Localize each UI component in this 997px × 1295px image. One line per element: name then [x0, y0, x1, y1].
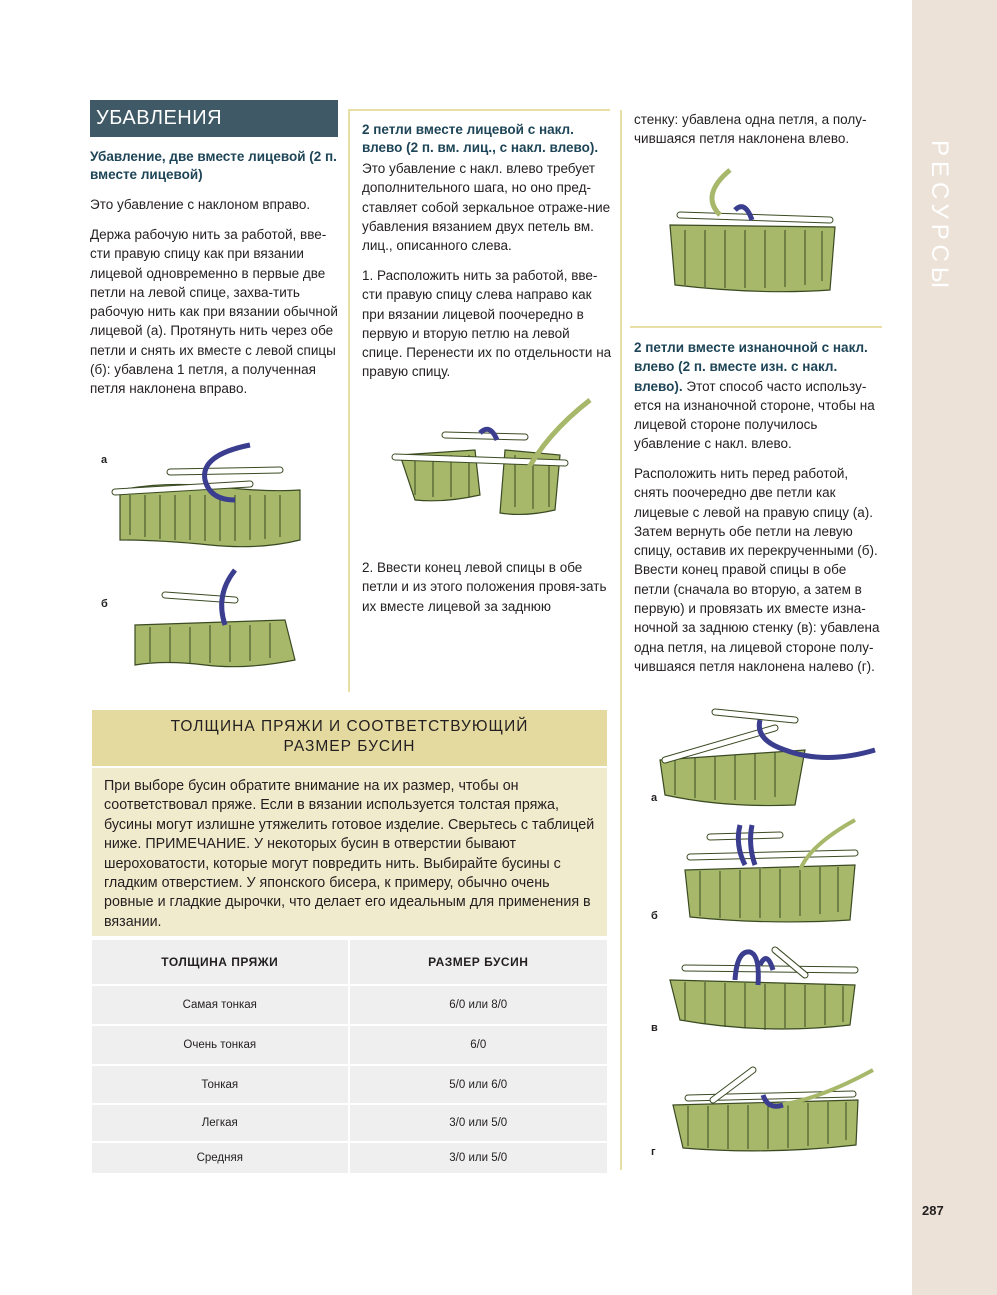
table-header-yarn: ТОЛЩИНА ПРЯЖИ: [92, 940, 350, 986]
mid-rule-col3: [630, 326, 882, 328]
col3-para-intro: [634, 338, 884, 454]
col2-step1: 1. Расположить нить за работой, вве-сти правую спицу слева направо как при вязании лицевой поочередно в первую и вторую петлю на левой спице. Перенести их по отдельности на правую спицу.: [362, 268, 612, 380]
table-header-beads: РАЗМЕР БУСИН: [350, 940, 608, 986]
table-cell-yarn: Легкая: [92, 1105, 350, 1143]
table-cell-yarn: Очень тонкая: [92, 1026, 350, 1066]
table-row: [92, 1143, 607, 1175]
col1-para1: Это убавление с наклоном вправо.: [90, 197, 311, 212]
fig-label-a: а: [101, 454, 108, 466]
knit-illustration-ssk: [385, 395, 595, 530]
table-cell-yarn: Самая тонкая: [92, 986, 350, 1026]
column-rule-1: [348, 110, 350, 692]
table-cell-beads: 6/0: [350, 1026, 608, 1066]
col2-step2: 2. Ввести конец левой спицы в обе петли и из этого положения провя-зать их вместе лицевой за заднюю: [362, 560, 607, 614]
knit-illustration-ssp-g: [668, 1060, 878, 1160]
page-number: 287: [922, 1203, 944, 1218]
column-rule-2: [620, 110, 622, 1170]
fig-label-b: б: [101, 598, 108, 610]
col2-intro: Это убавление с накл. влево требует дополнительного шага, но оно пред-ставляет собой зеркальное отраже-ние убавления вязанием двух петель вм. лиц., описанного слева.: [362, 161, 611, 254]
table-cell-yarn: Тонкая: [92, 1066, 350, 1105]
fig-label-pv: в: [651, 1022, 658, 1034]
section-side-label: РЕСУРСЫ: [926, 140, 953, 294]
beads-box-title-line1: ТОЛЩИНА ПРЯЖИ И СООТВЕТСТВУЮЩИЙ: [170, 718, 529, 735]
fig-label-pa: а: [651, 792, 658, 804]
fig-label-pb: б: [651, 910, 658, 922]
top-rule-col2: [348, 109, 610, 111]
table-cell-beads: 6/0 или 8/0: [350, 986, 608, 1026]
knit-illustration-k2tog-b: [125, 565, 305, 690]
table-row: [92, 1105, 607, 1143]
table-cell-beads: 3/0 или 5/0: [350, 1105, 608, 1143]
col1-heading: Убавление, две вместе лицевой (2 п. вместе лицевой): [90, 149, 337, 182]
col3-heading: 2 петли вместе изнаночной с накл. влево (2 п. вместе изн. с накл. влево).: [634, 340, 868, 394]
table-cell-beads: 5/0 или 6/0: [350, 1066, 608, 1105]
table-cell-yarn: Средняя: [92, 1143, 350, 1175]
col1-para2: Держа рабочую нить за работой, вве-сти правую спицу как при вязании лицевой одновременно в первые две петли на левой спице, захва-тить рабочую нить как при вязании обычной лицевой (а). Протянуть нить через обе петли и снять их вместе с левой спицы (б): убавлена 1 петля, а полученная петля наклонена вправо.: [90, 227, 338, 397]
beads-box-text: При выборе бусин обратите внимание на их размер, чтобы он соответствовал пряже. Если в вязании используется толстая пряжа, бусины могут излишне утяжелить готовое изделие. Сверьтесь с таблицей ниже. ПРИМЕЧАНИЕ. У некоторых бусин в отверстии бывают шероховатости, которые могут повредить нить. Выбирайте бусины с гладким отверстием. У японского бисера, к примеру, обычно очень ровные и гладкие дырочки, что делает его идеальным для применения в вязании.: [92, 768, 607, 936]
knit-illustration-k2tog-a: [110, 440, 310, 555]
table-row: [92, 1066, 607, 1105]
col3-continuation: стенку: убавлена одна петля, а полу-чившаяся петля наклонена влево.: [634, 112, 867, 147]
knit-illustration-ssp-b: [680, 815, 860, 925]
beads-table: [92, 940, 607, 1175]
beads-box-title-line2: РАЗМЕР БУСИН: [283, 738, 416, 755]
knit-illustration-ssp-a: [655, 690, 880, 810]
beads-box-title: [92, 710, 607, 766]
col3-para: Расположить нить перед работой, снять поочередно две петли как лицевые с левой на правую спицу (а). Затем вернуть обе петли на левую спицу, оставив их перекрученными (б). Ввести конец правой спицы в обе петли (сначала во вторую, а затем в первую) и провязать их вместе изна-ночной за заднюю стенку (в): убавлена одна петля, на лицевой стороне полу-чившаяся петля наклонена налево (г).: [634, 466, 880, 674]
knit-illustration-ssp-v: [665, 940, 860, 1040]
fig-label-pg: г: [651, 1146, 656, 1158]
table-row: [92, 986, 607, 1026]
table-header-row: [92, 940, 607, 986]
table-cell-beads: 3/0 или 5/0: [350, 1143, 608, 1175]
col2-heading: 2 петли вместе лицевой с накл. влево (2 п. вм. лиц., с накл. влево).: [362, 122, 599, 155]
table-row: [92, 1026, 607, 1066]
section-title: УБАВЛЕНИЯ: [90, 100, 338, 137]
col3-intro: Этот способ часто использу-ется на изнаночной стороне, чтобы на лицевой стороне получилось убавление с накл. влево.: [634, 378, 875, 452]
knit-illustration-ssk-finished: [660, 165, 850, 295]
